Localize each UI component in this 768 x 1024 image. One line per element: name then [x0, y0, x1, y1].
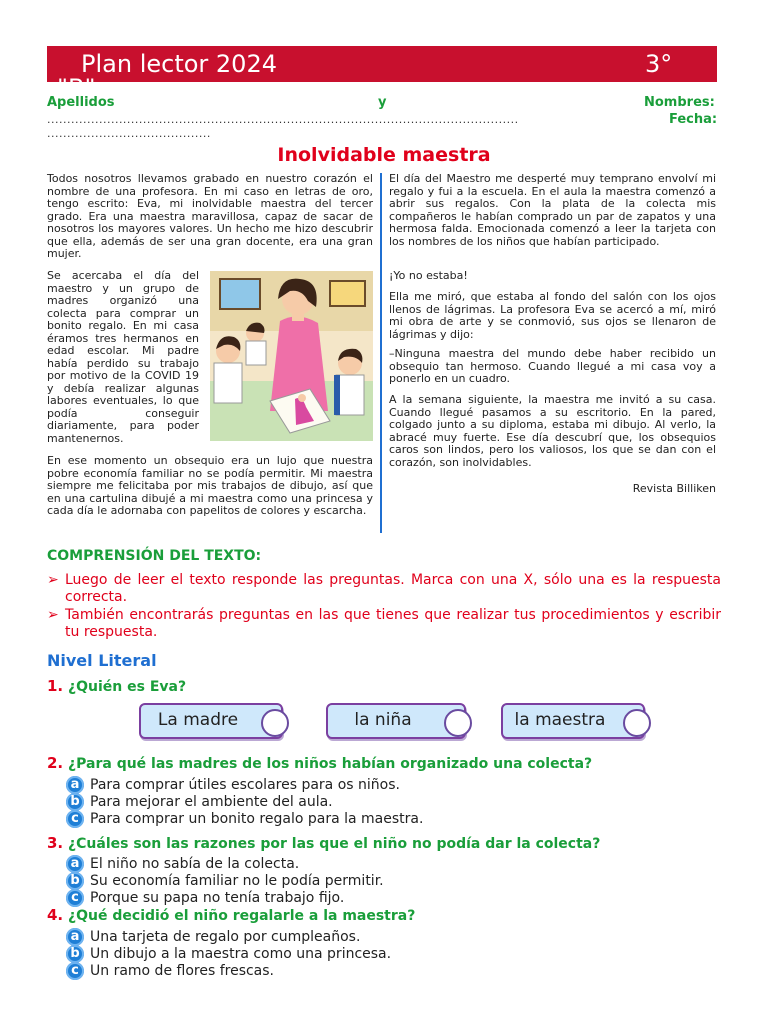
right-paragraph-3: Ella me miró, que estaba al fondo del salón con los ojos llenos de lágrimas. La profesora Eva se acercó a mí, miró mi obra de arte y se conmovió, sus ojos se llenaron de lágrimas y dijo:	[389, 290, 716, 341]
q3-option-b[interactable]: b Su economía familiar no le podía permitir.	[66, 872, 384, 890]
option-a-icon: a	[66, 928, 84, 946]
nivel-literal-heading: Nivel Literal	[47, 651, 157, 670]
q3-option-c[interactable]: c Porque su papa no tenía trabajo fijo.	[66, 889, 344, 907]
q2-option-b[interactable]: b Para mejorar el ambiente del aula.	[66, 793, 333, 811]
option-a-icon: a	[66, 776, 84, 794]
question-4: 4. ¿Qué decidió el niño regalarle a la maestra?	[47, 906, 416, 924]
option-c-icon: c	[66, 962, 84, 980]
question-2: 2. ¿Para qué las madres de los niños habían organizado una colecta?	[47, 754, 593, 772]
choice-la-madre[interactable]: La madre	[139, 703, 283, 739]
option-b-icon: b	[66, 872, 84, 890]
question-1: 1. ¿Quién es Eva?	[47, 677, 187, 695]
option-b-icon: b	[66, 945, 84, 963]
option-a-icon: a	[66, 855, 84, 873]
left-paragraph-2: Se acercaba el día del maestro y un grupo de madres organizó una colecta para comprar un bonito regalo. En mi casa éramos tres hermanos en edad escolar. Mi padre había perdido su trabajo por motivo de la COVID 19 y debía realizar algunas labores eventuales, lo que podía conseguir diariamente, para poder mantenernos.	[47, 269, 199, 445]
right-paragraph-2: ¡Yo no estaba!	[389, 269, 468, 282]
q4-option-b[interactable]: b Un dibujo a la maestra como una princesa.	[66, 945, 391, 963]
left-paragraph-1: Todos nosotros llevamos grabado en nuestro corazón el nombre de una profesora. En mi caso en letras de oro, tengo escrito: Eva, mi inolvidable maestra del tercer grado. Era una maestra maravillosa, capaz de sacar de nosotros los mayores valores. Un hecho me hizo descubrir que ella, además de ser una gran docente, era una gran mujer.	[47, 172, 373, 260]
choice-la-nina[interactable]: la niña	[326, 703, 466, 739]
question-3: 3. ¿Cuáles son las razones por las que el niño no podía dar la colecta?	[47, 834, 601, 852]
apellidos-label: Apellidos	[47, 95, 115, 110]
name-line[interactable]: ......................................................................................................................	[47, 113, 519, 126]
bullet-arrow-icon: ➢	[47, 572, 59, 588]
grade-label: 3°	[645, 50, 673, 78]
q2-option-a[interactable]: a Para comprar útiles escolares para os niños.	[66, 776, 400, 794]
nombres-label: Nombres:	[644, 95, 715, 110]
header-banner	[47, 46, 717, 102]
article-title: Inolvidable maestra	[277, 144, 491, 166]
and-label: y	[378, 95, 387, 110]
answer-circle[interactable]	[261, 709, 289, 737]
section-label: "B"	[57, 74, 96, 102]
q2-option-c[interactable]: c Para comprar un bonito regalo para la maestra.	[66, 810, 423, 828]
answer-circle[interactable]	[623, 709, 651, 737]
right-paragraph-5: A la semana siguiente, la maestra me invitó a su casa. Cuando llegué pasamos a su escritorio. En la pared, colgado junto a su diploma, estaba mi dibujo. Al verlo, la abracé muy fuerte. Ese día descubrí que, los obsequios caros son lindos, pero los valiosos, los que se dan con el corazón, son inolvidables.	[389, 393, 716, 469]
choice-la-maestra[interactable]: la maestra	[501, 703, 645, 739]
q3-option-a[interactable]: a El niño no sabía de la colecta.	[66, 855, 299, 873]
option-c-icon: c	[66, 889, 84, 907]
q4-option-c[interactable]: c Un ramo de flores frescas.	[66, 962, 274, 980]
column-separator	[380, 173, 382, 533]
bullet-arrow-icon: ➢	[47, 607, 59, 623]
plan-title: Plan lector 2024	[81, 50, 277, 78]
instruction-2: ➢ También encontrarás preguntas en las que tienes que realizar tus procedimientos y escribir tu respuesta.	[47, 607, 721, 640]
date-line[interactable]: .........................................	[47, 127, 211, 140]
q4-option-a[interactable]: a Una tarjeta de regalo por cumpleaños.	[66, 928, 360, 946]
classroom-illustration	[210, 271, 373, 441]
answer-circle[interactable]	[444, 709, 472, 737]
instruction-1: ➢ Luego de leer el texto responde las preguntas. Marca con una X, sólo una es la respuesta correcta.	[47, 572, 721, 605]
right-paragraph-4: –Ninguna maestra del mundo debe haber recibido un obsequio tan hermoso. Cuando llegué a mi casa voy a ponerlo en un cuadro.	[389, 347, 716, 385]
left-paragraph-3: En ese momento un obsequio era un lujo que nuestra pobre economía familiar no se podía permitir. Mi maestra siempre me felicitaba por mis trabajos de dibujo, así que en una cartulina dibujé a mi maestra como una princesa y cada día le adornaba con papelitos de colores y escarcha.	[47, 454, 373, 517]
right-paragraph-1: El día del Maestro me desperté muy temprano envolví mi regalo y fui a la escuela. En el aula la maestra comenzó a abrir sus regalos. Con la plata de la colecta mis compañeros le habían comprado un par de zapatos y una hermosa falda. Emocionada comenzó a leer la tarjeta con los nombres de los niños que habían participado.	[389, 172, 716, 248]
source-citation: Revista Billiken	[632, 482, 716, 495]
option-c-icon: c	[66, 810, 84, 828]
option-b-icon: b	[66, 793, 84, 811]
fecha-label: Fecha:	[669, 112, 718, 127]
comprension-heading: COMPRENSIÓN DEL TEXTO:	[47, 548, 262, 564]
